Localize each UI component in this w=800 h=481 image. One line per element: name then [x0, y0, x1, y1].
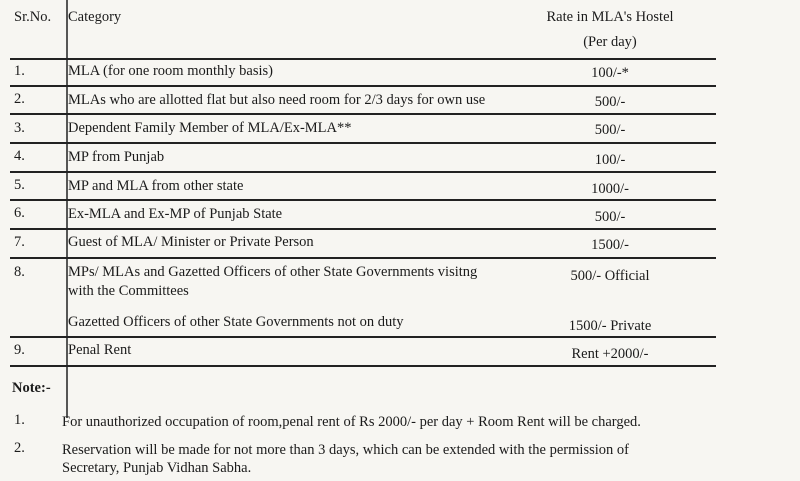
note-number: 2.	[14, 440, 25, 456]
table-rule	[10, 336, 716, 338]
table-rule	[10, 257, 716, 259]
row-number: 9.	[14, 342, 25, 358]
header-rate-line2: (Per day)	[583, 34, 637, 50]
row-number: 2.	[14, 91, 25, 107]
row-number: 4.	[14, 148, 25, 164]
row-number: 3.	[14, 120, 25, 136]
row-subcategory: Gazetted Officers of other State Governments not on duty	[68, 314, 404, 330]
row-category: MP and MLA from other state	[68, 178, 244, 194]
row-category: Guest of MLA/ Minister or Private Person	[68, 234, 314, 250]
row-rate: 500/- Official	[570, 268, 650, 284]
table-rule	[10, 199, 716, 201]
table-rule	[10, 113, 716, 115]
table-rule	[10, 228, 716, 230]
row-rate: 500/-	[594, 122, 626, 138]
row-category: Dependent Family Member of MLA/Ex-MLA**	[68, 120, 352, 136]
note-text: For unauthorized occupation of room,penal rent of Rs 2000/- per day + Room Rent will be charged.	[62, 414, 641, 430]
notes-heading: Note:-	[12, 380, 51, 396]
row-category: MLA (for one room monthly basis)	[68, 63, 273, 79]
row-category-line2: with the Committees	[68, 283, 189, 299]
row-rate: Rent +2000/-	[571, 346, 649, 362]
note-text-line2: Secretary, Punjab Vidhan Sabha.	[62, 460, 252, 476]
row-category: MP from Punjab	[68, 149, 165, 165]
header-rate-line1: Rate in MLA's Hostel	[546, 9, 674, 25]
row-rate: 1000/-	[591, 181, 629, 197]
row-category-line1: MPs/ MLAs and Gazetted Officers of other State Governments visitng	[68, 264, 478, 280]
row-number: 8.	[14, 264, 25, 280]
row-rate: 500/-	[594, 209, 626, 225]
header-category: Category	[68, 9, 122, 25]
row-number: 1.	[14, 63, 25, 79]
note-text-line1: Reservation will be made for not more than 3 days, which can be extended with the permission of	[62, 442, 629, 458]
row-rate: 100/-	[594, 152, 626, 168]
row-subrate: 1500/- Private	[568, 318, 652, 334]
table-rule	[10, 85, 716, 87]
row-number: 5.	[14, 177, 25, 193]
note-number: 1.	[14, 412, 25, 428]
row-number: 7.	[14, 234, 25, 250]
table-rule	[10, 171, 716, 173]
row-category: Penal Rent	[68, 342, 132, 358]
row-number: 6.	[14, 205, 25, 221]
row-rate: 100/-*	[591, 65, 629, 81]
row-rate: 500/-	[594, 94, 626, 110]
table-rule	[10, 365, 716, 367]
row-category: MLAs who are allotted flat but also need room for 2/3 days for own use	[68, 92, 486, 108]
row-category: Ex-MLA and Ex-MP of Punjab State	[68, 206, 283, 222]
table-rule	[10, 142, 716, 144]
header-srno: Sr.No.	[14, 9, 52, 25]
row-rate: 1500/-	[591, 237, 629, 253]
table-rule	[10, 58, 716, 60]
